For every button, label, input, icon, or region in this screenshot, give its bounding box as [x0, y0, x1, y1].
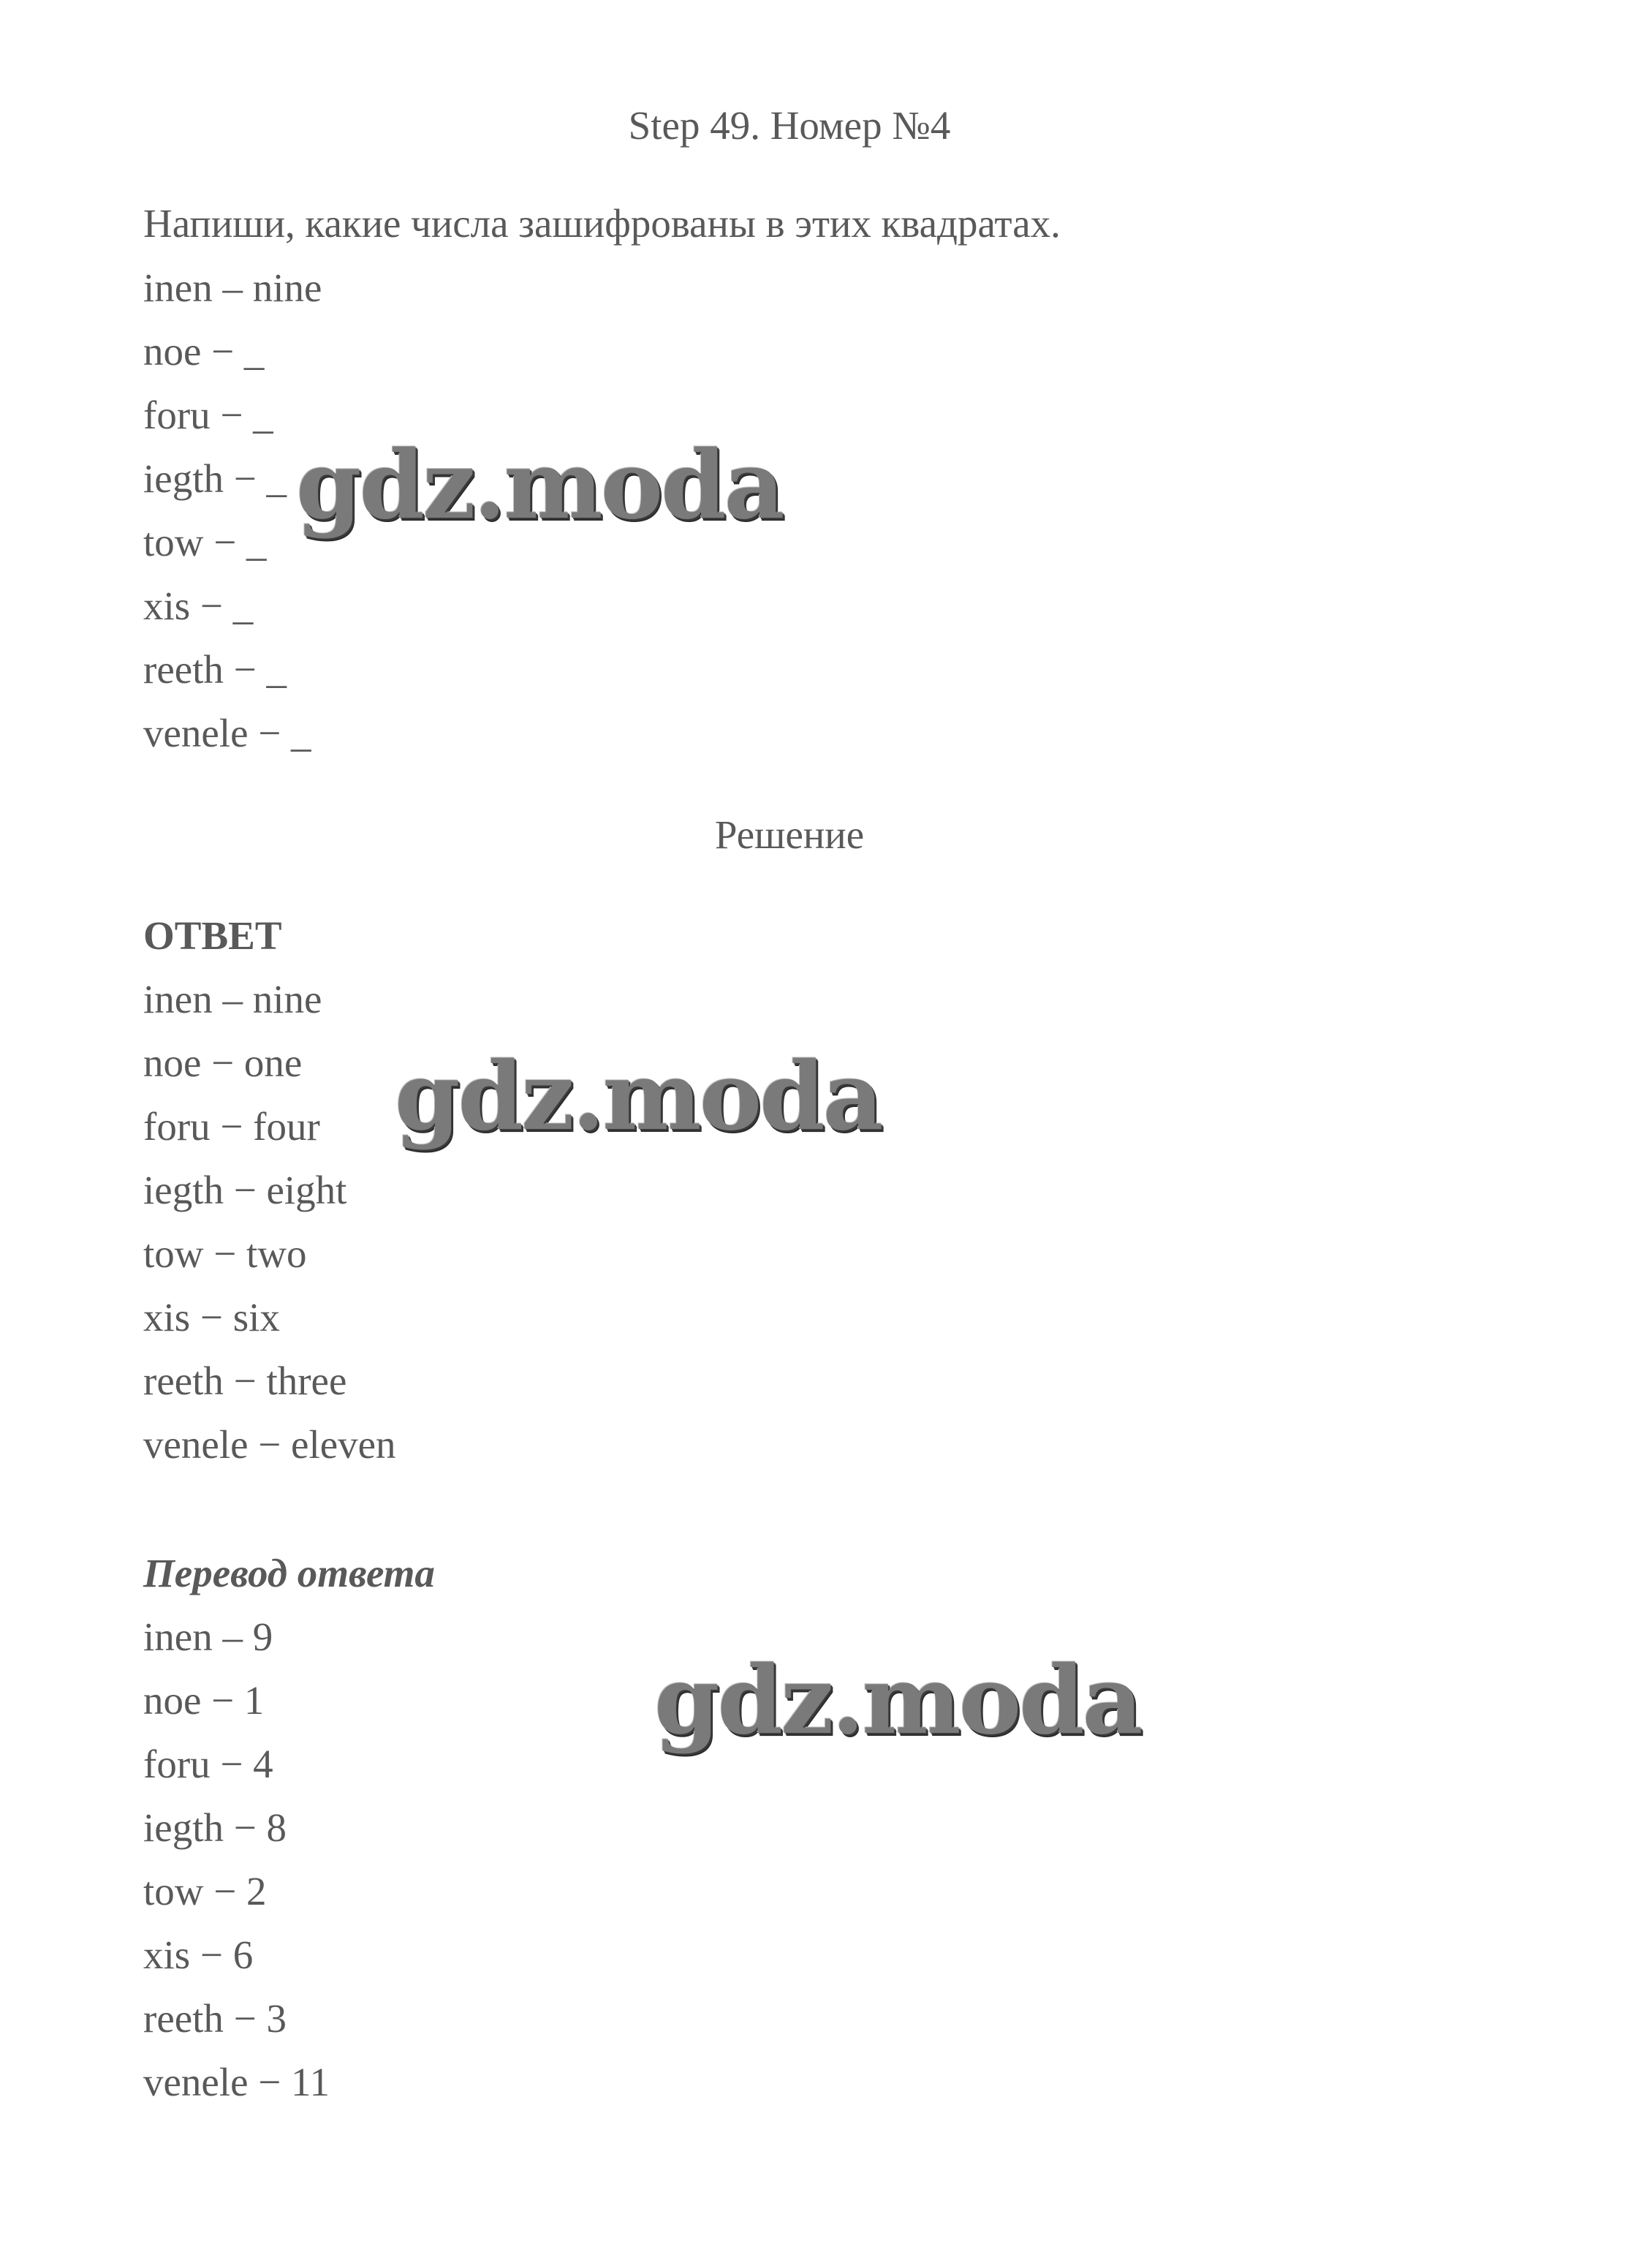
translation-line: foru − 4: [143, 1742, 273, 1786]
answer-line: foru − four: [143, 1104, 320, 1149]
task-line: foru − _: [143, 393, 273, 437]
translation-line: iegth − 8: [143, 1805, 287, 1850]
translation-line: venele − 11: [143, 2060, 330, 2104]
task-line: tow − _: [143, 520, 267, 564]
answer-line: noe − one: [143, 1040, 303, 1085]
answer-line: xis − six: [143, 1295, 280, 1340]
answer-line: tow − two: [143, 1231, 307, 1276]
page-title: Step 49. Номер №4: [628, 103, 951, 148]
answer-line: reeth − three: [143, 1359, 347, 1403]
translation-line: tow − 2: [143, 1869, 267, 1913]
task-line: iegth − _: [143, 456, 287, 501]
translation-line: inen – 9: [143, 1614, 273, 1659]
task-line: xis − _: [143, 583, 254, 628]
task-line: reeth − _: [143, 647, 287, 692]
answer-line: iegth − eight: [143, 1168, 347, 1212]
watermark-logo: gdz.moda: [654, 1646, 1141, 1756]
translation-line: xis − 6: [143, 1932, 254, 1977]
watermark-logo: gdz.moda: [395, 1042, 882, 1152]
solution-title: Решение: [714, 812, 865, 857]
task-line: venele − _: [143, 711, 311, 755]
task-instruction: Напиши, какие числа зашифрованы в этих квадратах.: [143, 201, 1061, 246]
task-line: inen – nine: [143, 265, 322, 310]
answer-line: inen – nine: [143, 977, 322, 1021]
answer-line: venele − eleven: [143, 1422, 396, 1467]
translation-heading: Перевод ответа: [143, 1551, 435, 1595]
answer-heading: ОТВЕТ: [143, 913, 282, 958]
watermark-logo: gdz.moda: [296, 431, 783, 540]
translation-line: noe − 1: [143, 1678, 265, 1723]
translation-line: reeth − 3: [143, 1996, 287, 2041]
task-line: noe − _: [143, 329, 265, 374]
